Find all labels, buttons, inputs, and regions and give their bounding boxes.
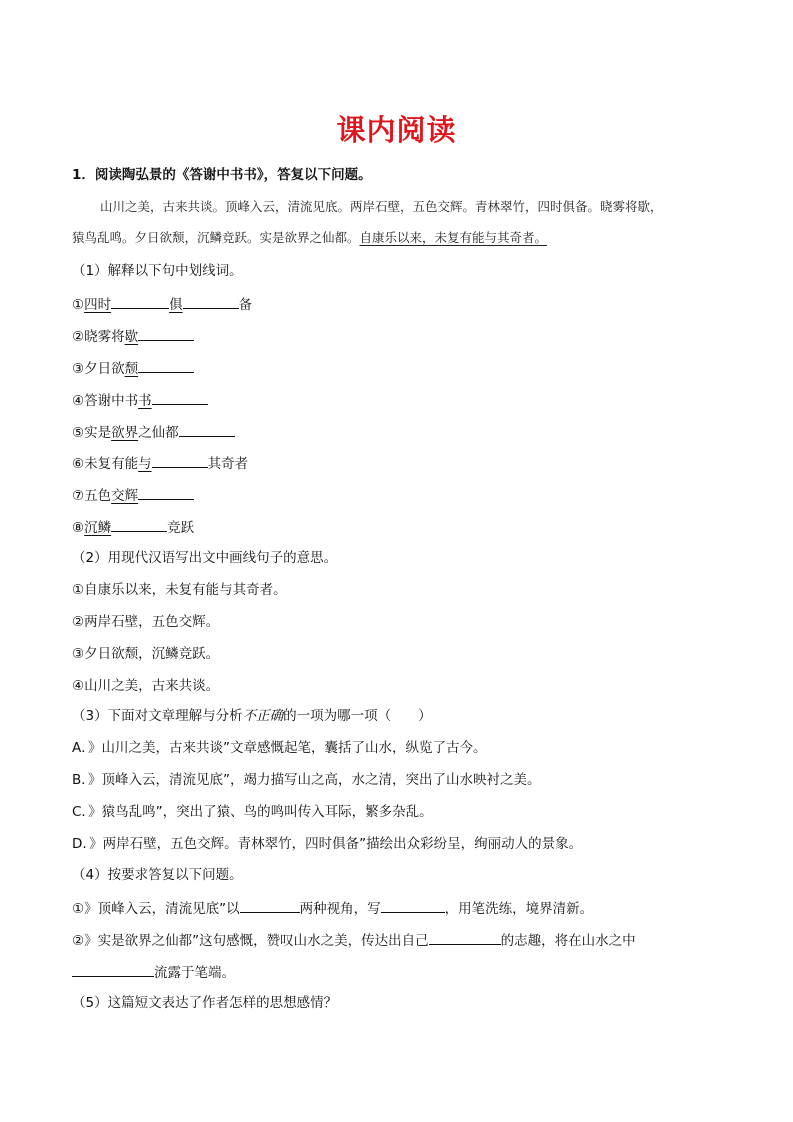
item-text: ⑤实是 — [72, 425, 112, 441]
heading-text: 的一项为哪一项（ ） — [283, 708, 432, 724]
answer-blank[interactable] — [429, 930, 501, 945]
emphasized-text: 不正确 — [242, 708, 284, 724]
item-number: ① — [72, 297, 85, 313]
underlined-word: 交辉 — [111, 488, 139, 504]
part4-line-3 — [72, 962, 235, 982]
part1-item-3 — [72, 358, 194, 378]
part5-heading: （5）这篇短文表达了作者怎样的思想感情？ — [72, 995, 338, 1011]
underlined-word: 沉鳞 — [84, 520, 112, 536]
answer-blank[interactable] — [111, 294, 169, 309]
item-text: ④答谢中书 — [72, 393, 139, 409]
passage-underlined-sentence: 自康乐以来，未复有能与其奇者。 — [359, 230, 548, 245]
page-title: 课内阅读 — [336, 113, 457, 147]
underlined-word: 颓 — [124, 361, 139, 377]
underlined-word: 欲界 — [111, 425, 139, 441]
part1-item-4 — [72, 390, 208, 410]
part3-option-c: C．》猿鸟乱鸣”，突出了猿、鸟的鸣叫传入耳际，繁多杂乱。 — [72, 804, 433, 820]
part2-item-4: ④山川之美，古来共谈。 — [72, 678, 220, 694]
underlined-word: 俱 — [169, 297, 183, 313]
item-text: ③夕日欲 — [72, 361, 125, 377]
question-text: 流露于笔端。 — [154, 965, 235, 981]
underlined-word: 歇 — [124, 329, 139, 345]
question-text: 的志趣，将在山水之中 — [500, 933, 636, 949]
answer-blank[interactable] — [138, 358, 194, 373]
part1-item-6 — [72, 453, 248, 473]
item-text: 之仙都 — [138, 425, 179, 441]
passage-line-2 — [72, 229, 547, 247]
item-text: 竞跃 — [167, 520, 195, 536]
underlined-word: 四时 — [84, 297, 112, 313]
answer-blank[interactable] — [72, 962, 154, 977]
part3-heading — [72, 707, 432, 725]
part3-option-b: B．》顶峰入云，清流见底”，竭力描写山之高，水之清，突出了山水映衬之美。 — [72, 772, 541, 788]
underlined-word: 书 — [138, 393, 152, 409]
part1-item-7 — [72, 485, 194, 505]
part1-item-1 — [72, 294, 252, 314]
item-text: 备 — [238, 297, 253, 313]
part1-item-2 — [72, 326, 194, 346]
question-text: 两种视角，写 — [299, 901, 381, 917]
heading-text: （3）下面对文章理解与分析 — [72, 708, 243, 724]
answer-blank[interactable] — [111, 517, 167, 532]
question-text: ①》顶峰入云，清流见底”以 — [72, 901, 240, 917]
answer-blank[interactable] — [183, 294, 239, 309]
part4-heading: （4）按要求答复以下问题。 — [72, 867, 243, 883]
answer-blank[interactable] — [138, 326, 194, 341]
answer-blank[interactable] — [152, 453, 208, 468]
answer-blank[interactable] — [240, 898, 300, 913]
item-text: ②晓雾将 — [72, 329, 125, 345]
item-text: ⑥未复有能 — [72, 456, 139, 472]
item-text: ⑦五色 — [72, 488, 112, 504]
passage-text: 猿鸟乱鸣。夕日欲颓，沉鳞竞跃。实是欲界之仙都。 — [72, 230, 360, 245]
part2-item-1: ①自康乐以来，未复有能与其奇者。 — [72, 582, 287, 598]
part2-item-3: ③夕日欲颓，沉鳞竞跃。 — [72, 646, 220, 662]
part4-line-1 — [72, 898, 593, 918]
part3-option-a: A．》山川之美，古来共谈”文章感慨起笔，囊括了山水，纵览了古今。 — [72, 740, 487, 756]
part1-item-5 — [72, 422, 235, 442]
question-text: ②》实是欲界之仙都”这句感慨，赞叹山水之美，传达出自己 — [72, 933, 429, 949]
part1-heading: （1）解释以下句中划线词。 — [72, 263, 243, 279]
answer-blank[interactable] — [179, 422, 235, 437]
passage-line-1: 山川之美，古来共谈。顶峰入云，清流见底。两岸石壁，五色交辉。青林翠竹，四时俱备。晓雾将歇， — [100, 199, 663, 214]
part1-item-8 — [72, 517, 194, 537]
part4-line-2 — [72, 930, 636, 950]
part3-option-d: D．》两岸石壁，五色交辉。青林翠竹，四时俱备”描绘出众彩纷呈，绚丽动人的景象。 — [72, 836, 583, 852]
answer-blank[interactable] — [381, 898, 445, 913]
item-number: ⑧ — [72, 520, 85, 536]
question-text: ，用笔洗练，境界清新。 — [444, 901, 594, 917]
answer-blank[interactable] — [138, 485, 194, 500]
question-1-prompt: 1．阅读陶弘景的《答谢中书书》，答复以下问题。 — [72, 167, 372, 183]
item-text: 其奇者 — [207, 456, 249, 472]
part2-heading: （2）用现代汉语写出文中画线句子的意思。 — [72, 550, 338, 566]
part2-item-2: ②两岸石壁，五色交辉。 — [72, 614, 220, 630]
underlined-word: 与 — [138, 456, 152, 472]
answer-blank[interactable] — [152, 390, 208, 405]
